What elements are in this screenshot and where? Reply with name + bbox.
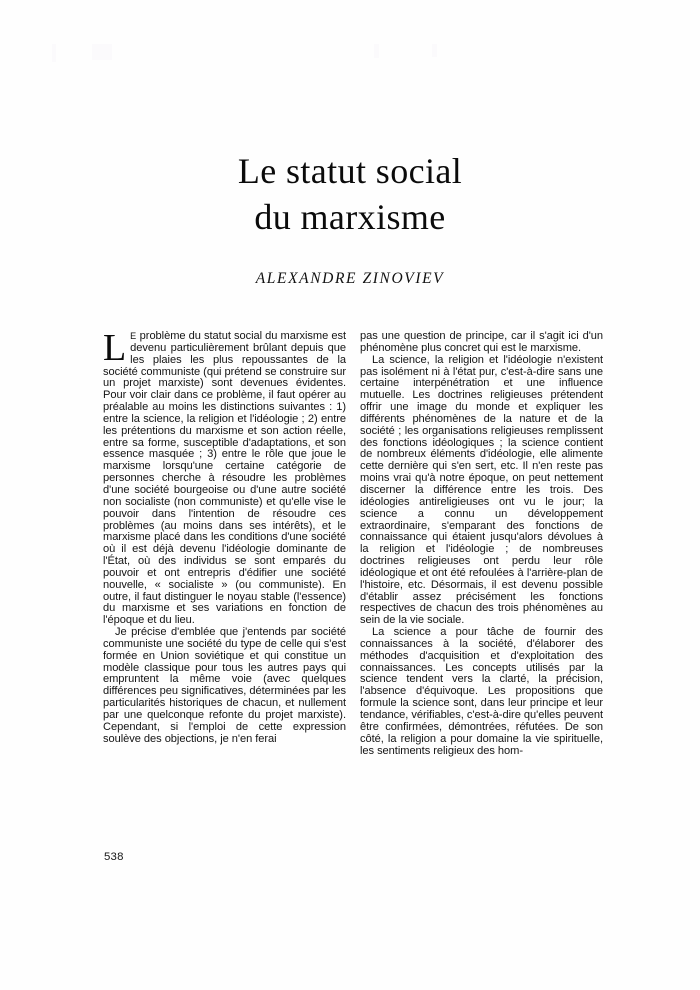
paragraph: La science, la religion et l'idéologie n'existent pas isolément ni à l'état pur, c'est-à-dire sans une certaine interpénétration et une influence mutuelle. Les doctrines religieuses prétendent offrir une image du monde et expliquer les différents phénomènes de la nature et de la société ; les organisations religieuses remplissent des fonctions idéologiques ; la science contient de nombreux éléments d'idéologie, elle alimente cette dernière qui s'en sert, etc. Il n'en reste pas moins vrai qu'à notre époque, on peut nettement discerner la différence entre les trois. Des idéologies antireligieuses ont vu le jour; la science a connu un développement extraordinaire, s'emparant des fonctions de connaissance qui étaient jusqu'alors dévolues à la religion et l'idéologie ; de nombreuses doctrines religieuses ont perdu leur rôle idéologique et ont été refoulées à l'arrière-plan de l'histoire, etc. Désormais, il est devenu possible d'établir assez précisément les fonctions respectives de chacun des trois phénomènes au sein de la vie sociale. (360, 353, 603, 627)
body-column-left (103, 327, 346, 746)
page-title-line-2: du marxisme (254, 197, 446, 237)
article-title-block (0, 148, 700, 288)
body-column-right (360, 331, 603, 757)
scan-artifact (92, 44, 112, 60)
paragraph: pas une question de principe, car il s'agit ici d'un phénomène plus concret qui est le marxisme. (360, 330, 603, 354)
page-number: 538 (104, 851, 124, 863)
paragraph: Je précise d'emblée que j'entends par société communiste une société du type de celle qui s'est formée en Union soviétique et qui constitue un modèle classique pour tous les autres pays qui empruntent la même voie (avec quelques différences peu significatives, déterminées par les particularités historiques de chacun, et nullement par une quelconque refonte du projet marxiste). Cependant, si l'emploi de cette expression soulève des objections, je n'en ferai (103, 626, 346, 745)
scan-artifact (432, 44, 437, 57)
drop-cap-letter: L (103, 327, 127, 369)
drop-cap-smallcaps: E (130, 331, 137, 341)
page-title-line-1: Le statut social (237, 151, 463, 191)
paragraph (103, 327, 346, 627)
scan-artifact (374, 44, 379, 58)
scan-artifact (52, 44, 56, 62)
article-author: ALEXANDRE ZINOVIEV (255, 270, 445, 287)
two-column-body (103, 327, 603, 831)
paragraph: La science a pour tâche de fournir des connaissances à la société, d'élaborer des méthodes d'acquisition et d'exploitation des connaissances. Les concepts utilisés par la science tendent vers la clarté, la précision, l'absence d'équivoque. Les propositions que formule la science sont, dans leur principe et leur tendance, vérifiables, c'est-à-dire qu'elles peuvent être confirmées, démontrées, réfutées. De son côté, la religion a pour domaine la vie spirituelle, les sentiments religieux des hom- (360, 626, 603, 757)
paragraph-text: problème du statut social du marxisme est devenu particulièrement brûlant depuis que les plaies les plus repoussantes de la société communiste (qui prétend se construire sur un projet marxiste) sont devenues évidentes. Pour voir clair dans ce problème, il faut opérer au préalable au moins les distinctions suivantes : 1) entre la science, la religion et l'idéologie ; 2) entre les prétentions du marxisme et son action réelle, entre sa forme, susceptible d'adaptations, et son essence masquée ; 3) entre le rôle que joue le marxisme lorsqu'une certaine catégorie de personnes cherche à résoudre les problèmes d'une société bourgeoise ou d'une autre société non socialiste (non communiste) et qu'elle vise le pouvoir dans l'intention de résoudre ces problèmes (au moins dans ses intérêts), et le marxisme placé dans les conditions d'une société où il est déjà devenu l'idéologie dominante de l'État, où des individus se sont emparés du pouvoir et ont entrepris d'édifier une société nouvelle, « socialiste » (ou communiste). En outre, il faut distinguer le noyau stable (l'essence) du marxisme et ses variations en fonction de l'époque et du lieu. (103, 330, 346, 627)
